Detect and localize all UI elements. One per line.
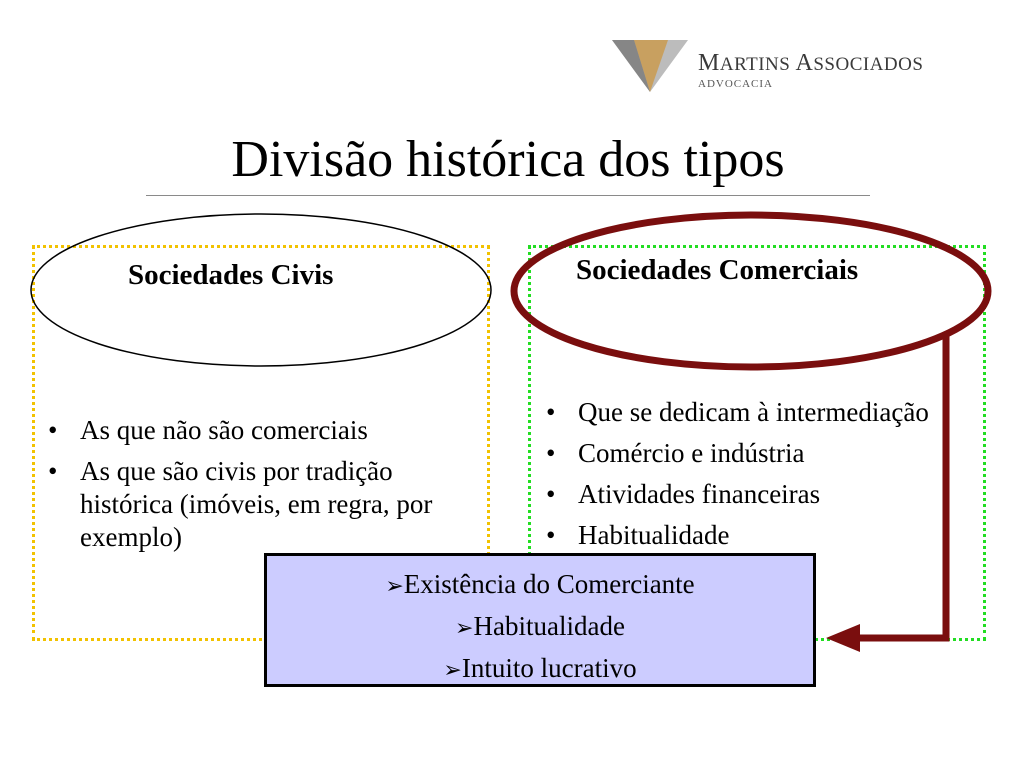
callout-item: ➢Existência do Comerciante (385, 569, 695, 599)
list-item: • Habitualidade (538, 519, 968, 552)
logo-subtitle: ADVOCACIA (698, 78, 773, 90)
comerciais-list (538, 396, 968, 560)
list-item: • Atividades financeiras (538, 478, 968, 511)
arrow-bullet-icon: ➢ (385, 573, 404, 598)
arrow-bullet-icon: ➢ (455, 615, 474, 640)
logo-name: MARTINS ASSOCIADOS (698, 50, 924, 76)
callout-item: ➢Habitualidade (455, 611, 625, 641)
list-item: • Que se dedicam à intermediação (538, 396, 968, 429)
callout-item: ➢Intuito lucrativo (443, 653, 637, 683)
connector-arrowhead (826, 624, 860, 652)
criteria-callout (264, 553, 816, 687)
slide-title: Divisão histórica dos tipos (231, 131, 785, 188)
list-item: • Comércio e indústria (538, 437, 968, 470)
list-item: • As que são civis por tradição histórica (imóveis, em regra, por exemplo) (40, 455, 480, 554)
civis-list (40, 414, 480, 562)
comerciais-highlight-ellipse (514, 215, 988, 367)
arrow-bullet-icon: ➢ (443, 657, 462, 682)
list-item: • As que não são comerciais (40, 414, 480, 447)
civis-heading: Sociedades Civis (128, 259, 334, 291)
comerciais-heading: Sociedades Comerciais (576, 254, 859, 286)
